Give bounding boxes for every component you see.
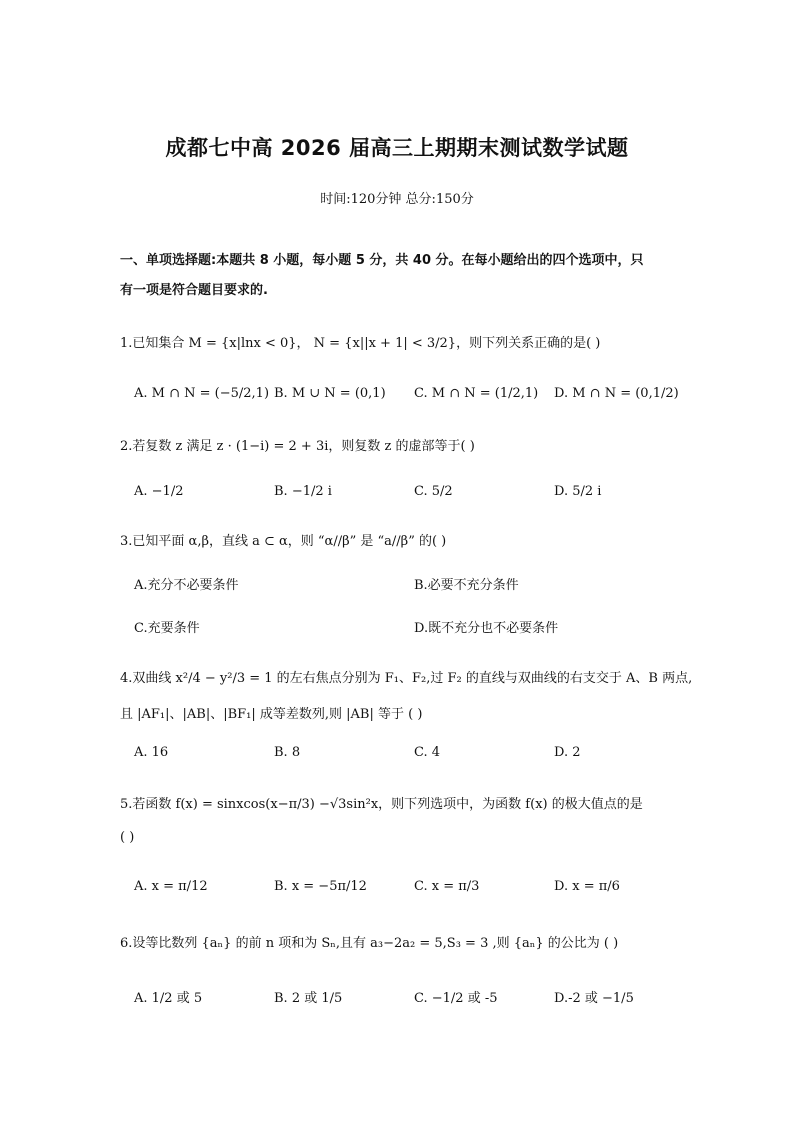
question-3-option-a: A.充分不必要条件 bbox=[134, 578, 239, 593]
question-6-option-c: C. −1/2 或 -5 bbox=[414, 991, 498, 1006]
question-6-option-b: B. 2 或 1/5 bbox=[274, 991, 343, 1006]
question-4-option-a: A. 16 bbox=[134, 745, 169, 760]
page-title: 成都七中高 2026 届高三上期期末测试数学试题 bbox=[165, 136, 629, 160]
question-4-stem-line2: 且 |AF₁|、|AB|、|BF₁| 成等差数列,则 |AB| 等于 ( ) bbox=[120, 707, 423, 722]
question-1-option-b: B. M ∪ N = (0,1) bbox=[274, 386, 386, 401]
question-2-stem: 2.若复数 z 满足 z · (1−i) = 2 + 3i，则复数 z 的虚部等于( ) bbox=[120, 439, 475, 454]
question-1-option-c: C. M ∩ N = (1/2,1) bbox=[414, 386, 539, 401]
question-4-stem-line1: 4.双曲线 x²/4 − y²/3 = 1 的左右焦点分别为 F₁、F₂,过 F₂ 的直线与双曲线的右支交于 A、B 两点, bbox=[120, 671, 693, 686]
question-4-option-b: B. 8 bbox=[274, 745, 301, 760]
question-3-option-c: C.充要条件 bbox=[134, 621, 200, 636]
question-2-option-c: C. 5/2 bbox=[414, 484, 453, 499]
question-4-option-d: D. 2 bbox=[554, 745, 581, 760]
question-2-option-b: B. −1/2 i bbox=[274, 484, 332, 499]
question-6-option-d: D.-2 或 −1/5 bbox=[554, 991, 634, 1006]
question-3-option-b: B.必要不充分条件 bbox=[414, 578, 519, 593]
question-5-stem-line2: ( ) bbox=[120, 830, 135, 845]
section-heading-line1: 一、单项选择题:本题共 8 小题，每小题 5 分，共 40 分。在每小题给出的四个选项中，只 bbox=[120, 253, 644, 268]
question-4-option-c: C. 4 bbox=[414, 745, 441, 760]
question-5-option-c: C. x = π/3 bbox=[414, 879, 480, 894]
question-6-stem: 6.设等比数列 {aₙ} 的前 n 项和为 Sₙ,且有 a₃−2a₂ = 5,S₃ = 3 ,则 {aₙ} 的公比为 ( ) bbox=[120, 936, 619, 951]
question-2-option-d: D. 5/2 i bbox=[554, 484, 602, 499]
question-5-stem-line1: 5.若函数 f(x) = sinxcos(x−π/3) −√3sin²x，则下列选项中，为函数 f(x) 的极大值点的是 bbox=[120, 797, 643, 812]
question-6-option-a: A. 1/2 或 5 bbox=[134, 991, 203, 1006]
question-1-stem: 1.已知集合 M = {x|lnx < 0}， N = {x||x + 1| < 3/2}，则下列关系正确的是( ) bbox=[120, 336, 601, 351]
question-5-option-b: B. x = −5π/12 bbox=[274, 879, 367, 894]
question-3-stem: 3.已知平面 α,β，直线 a ⊂ α，则 “α//β” 是 “a//β” 的( ) bbox=[120, 534, 447, 549]
section-heading-line2: 有一项是符合题目要求的. bbox=[120, 283, 268, 298]
question-1-option-d: D. M ∩ N = (0,1/2) bbox=[554, 386, 679, 401]
question-3-option-d: D.既不充分也不必要条件 bbox=[414, 621, 559, 636]
exam-time-info: 时间:120分钟 总分:150分 bbox=[320, 192, 474, 207]
question-5-option-d: D. x = π/6 bbox=[554, 879, 620, 894]
question-5-option-a: A. x = π/12 bbox=[134, 879, 208, 894]
question-2-option-a: A. −1/2 bbox=[134, 484, 184, 499]
question-1-option-a: A. M ∩ N = (−5/2,1) bbox=[134, 386, 270, 401]
